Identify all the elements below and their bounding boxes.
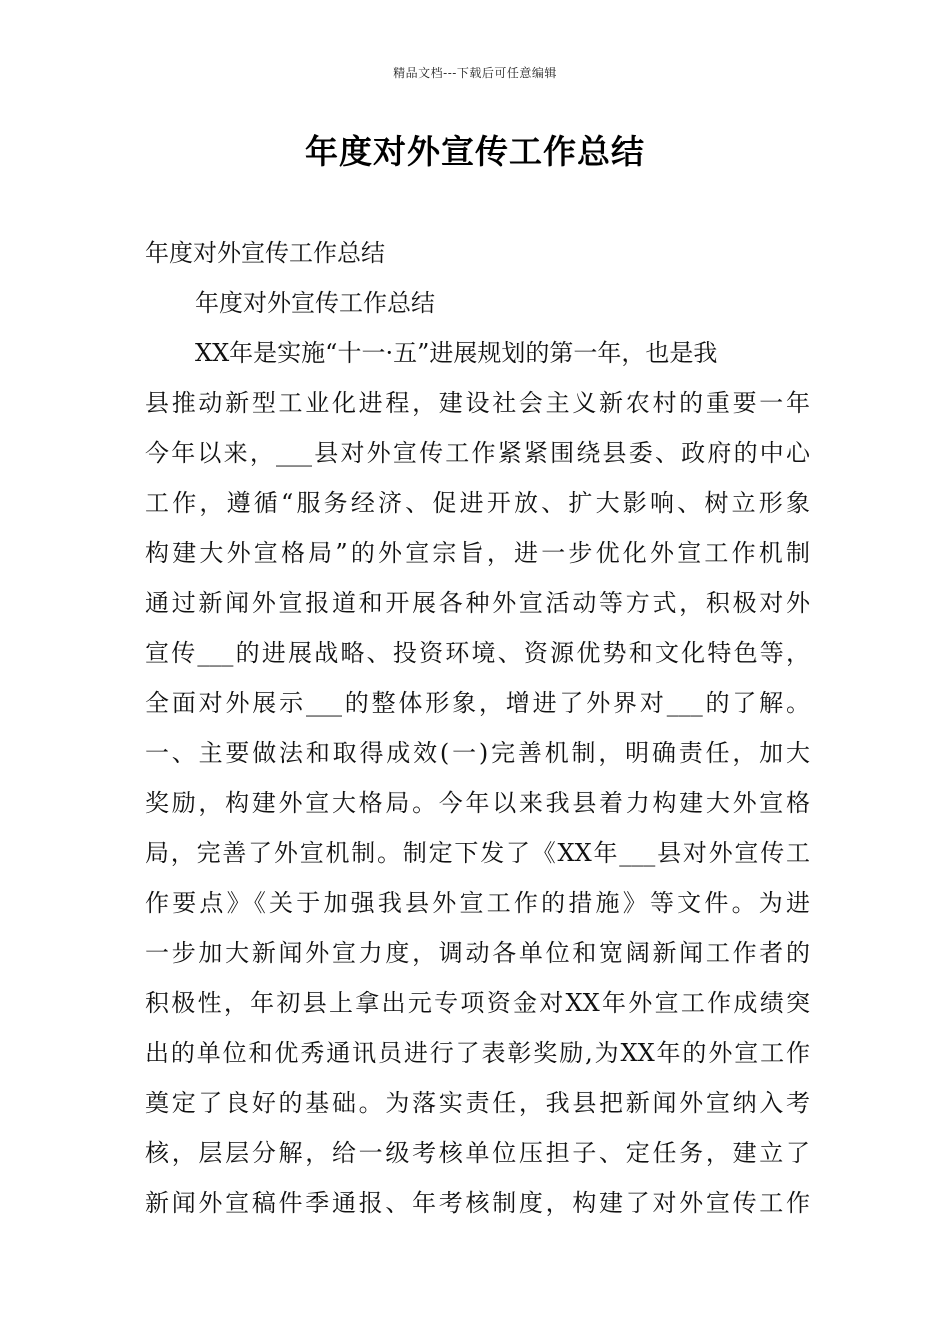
body-line: 作要点》《关于加强我县外宣工作的措施》等文件。为进 [145, 889, 810, 917]
body-line: XX年是实施“十一·五”进展规划的第一年，也是我 [195, 339, 718, 367]
body-line: 今年以来，___县对外宣传工作紧紧围绕县委、政府的中心 [145, 439, 810, 467]
body-line: 年度对外宣传工作总结 [145, 239, 385, 267]
body-line: 宣传___的进展战略、投资环境、资源优势和文化特色等， [145, 639, 810, 667]
body-line: 积极性，年初县上拿出元专项资金对XX年外宣工作成绩突 [145, 989, 810, 1017]
body-line: 奠定了良好的基础。为落实责任，我县把新闻外宣纳入考 [145, 1089, 810, 1117]
body-line: 年度对外宣传工作总结 [195, 289, 435, 317]
body-line: 奖励，构建外宣大格局。今年以来我县着力构建大外宣格 [145, 789, 810, 817]
body-line: 出的单位和优秀通讯员进行了表彰奖励,为XX年的外宣工作 [145, 1039, 810, 1067]
body-line: 通过新闻外宣报道和开展各种外宣活动等方式，积极对外 [145, 589, 810, 617]
body-line: 县推动新型工业化进程，建设社会主义新农村的重要一年 [145, 389, 810, 417]
body-line: 全面对外展示___的整体形象，增进了外界对___的了解。 [145, 689, 810, 717]
document-title: 年度对外宣传工作总结 [305, 132, 645, 171]
body-line: 工作，遵循“服务经济、促进开放、扩大影响、树立形象 [145, 489, 810, 517]
header-note: 精品文档---下载后可任意编辑 [393, 66, 557, 80]
body-line: 构建大外宣格局”的外宣宗旨，进一步优化外宣工作机制 [145, 539, 810, 567]
body-line: 局，完善了外宣机制。制定下发了《XX年___县对外宣传工 [145, 839, 810, 867]
document-body [145, 228, 810, 1228]
body-line: 一、主要做法和取得成效(一)完善机制，明确责任，加大 [145, 739, 810, 767]
body-line: 新闻外宣稿件季通报、年考核制度，构建了对外宣传工作 [145, 1189, 810, 1217]
body-line: 核，层层分解，给一级考核单位压担子、定任务，建立了 [145, 1139, 810, 1167]
body-line: 一步加大新闻外宣力度，调动各单位和宽阔新闻工作者的 [145, 939, 810, 967]
